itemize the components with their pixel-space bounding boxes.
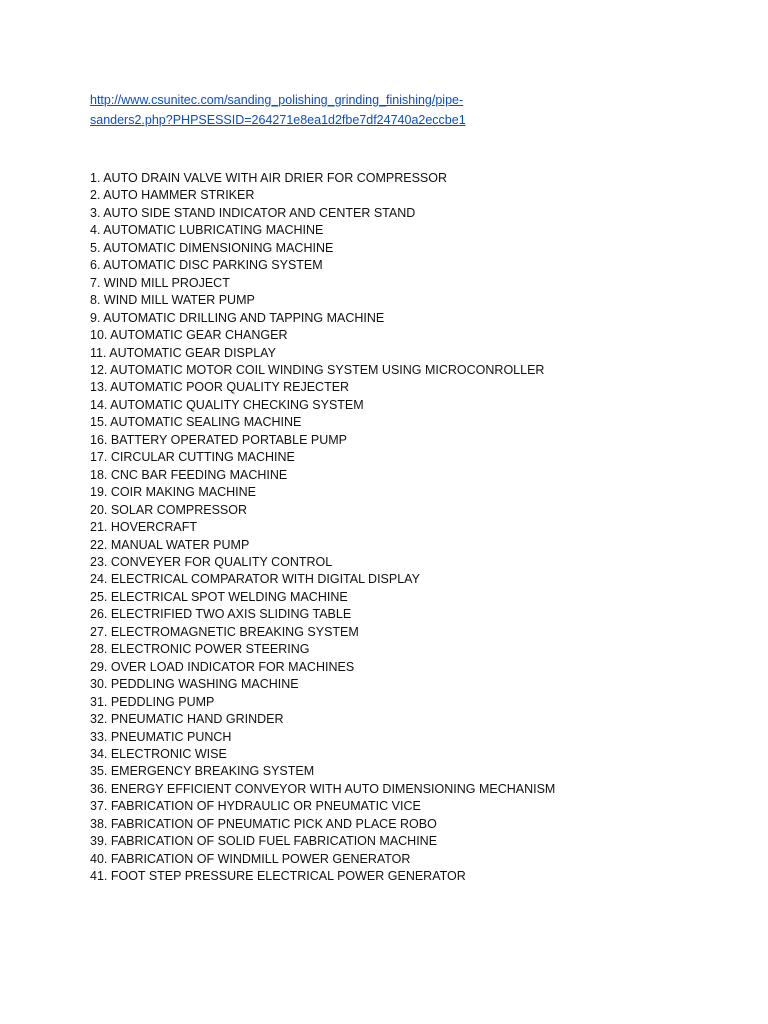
project-list-item: 19. COIR MAKING MACHINE [90,485,256,500]
project-list-item: 25. ELECTRICAL SPOT WELDING MACHINE [90,589,348,604]
project-list-item: 40. FABRICATION OF WINDMILL POWER GENERATOR [90,851,411,866]
project-list-item: 24. ELECTRICAL COMPARATOR WITH DIGITAL DISPLAY [90,572,420,587]
project-list-item: 5. AUTOMATIC DIMENSIONING MACHINE [90,240,334,255]
project-list-item: 1. AUTO DRAIN VALVE WITH AIR DRIER FOR COMPRESSOR [90,171,448,185]
project-list-item: 34. ELECTRONIC WISE [90,746,227,761]
project-list-item: 12. AUTOMATIC MOTOR COIL WINDING SYSTEM USING MICROCONROLLER [90,362,545,377]
project-list-item: 2. AUTO HAMMER STRIKER [90,188,255,203]
project-list-item: 31. PEDDLING PUMP [90,694,215,709]
source-link-line-1[interactable]: http://www.csunitec.com/sanding_polishing_grinding_finishing/pipe- [90,93,464,107]
project-list-item: 20. SOLAR COMPRESSOR [90,502,247,517]
project-list-item: 17. CIRCULAR CUTTING MACHINE [90,450,295,465]
project-list-item: 27. ELECTROMAGNETIC BREAKING SYSTEM [90,624,359,639]
project-list-item: 16. BATTERY OPERATED PORTABLE PUMP [90,432,348,447]
source-link-line-2[interactable]: sanders2.php?PHPSESSID=264271e8ea1d2fbe7df24740a2eccbe1 [90,113,466,127]
project-list-item: 28. ELECTRONIC POWER STEERING [90,642,310,657]
project-list-item: 38. FABRICATION OF PNEUMATIC PICK AND PLACE ROBO [90,816,437,831]
project-list-item: 21. HOVERCRAFT [90,520,197,535]
project-list-item: 33. PNEUMATIC PUNCH [90,729,232,744]
project-list-item: 26. ELECTRIFIED TWO AXIS SLIDING TABLE [90,607,352,622]
project-list-item: 14. AUTOMATIC QUALITY CHECKING SYSTEM [90,397,364,412]
project-list-item: 3. AUTO SIDE STAND INDICATOR AND CENTER STAND [90,205,416,220]
project-list-item: 18. CNC BAR FEEDING MACHINE [90,467,288,482]
project-list-item: 37. FABRICATION OF HYDRAULIC OR PNEUMATIC VICE [90,799,421,814]
project-list-item: 30. PEDDLING WASHING MACHINE [90,677,299,692]
project-list-item: 41. FOOT STEP PRESSURE ELECTRICAL POWER GENERATOR [90,869,466,884]
project-list-item: 6. AUTOMATIC DISC PARKING SYSTEM [90,258,323,273]
project-list-item: 39. FABRICATION OF SOLID FUEL FABRICATION MACHINE [90,834,438,849]
project-list-item: 9. AUTOMATIC DRILLING AND TAPPING MACHINE [90,310,385,325]
project-list [90,170,555,886]
project-list-item: 36. ENERGY EFFICIENT CONVEYOR WITH AUTO DIMENSIONING MECHANISM [90,781,556,796]
project-list-item: 13. AUTOMATIC POOR QUALITY REJECTER [90,380,350,395]
project-list-item: 4. AUTOMATIC LUBRICATING MACHINE [90,223,324,238]
project-list-item: 11. AUTOMATIC GEAR DISPLAY [90,345,276,360]
project-list-item: 29. OVER LOAD INDICATOR FOR MACHINES [90,659,355,674]
project-list-item: 23. CONVEYER FOR QUALITY CONTROL [90,554,333,569]
project-list-item: 15. AUTOMATIC SEALING MACHINE [90,415,302,430]
project-list-item: 32. PNEUMATIC HAND GRINDER [90,712,284,727]
project-list-item: 35. EMERGENCY BREAKING SYSTEM [90,764,315,779]
project-list-item: 8. WIND MILL WATER PUMP [90,293,255,308]
project-list-item: 22. MANUAL WATER PUMP [90,537,250,552]
source-link[interactable] [90,90,710,130]
project-list-item: 10. AUTOMATIC GEAR CHANGER [90,328,288,343]
project-list-item: 7. WIND MILL PROJECT [90,275,230,290]
